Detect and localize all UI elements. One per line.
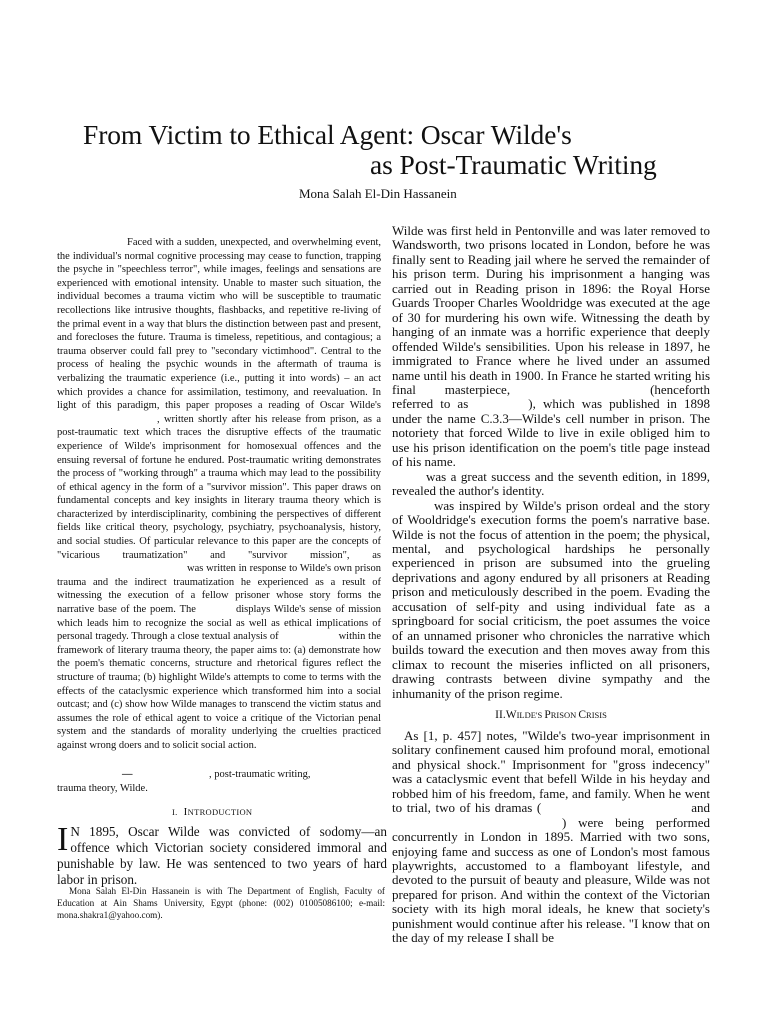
introduction-text: N 1895, Oscar Wilde was convicted of sodomy—an offence which Victorian society considered immoral and punishable by law. He was sentenced to two years of hard labor in prison. xyxy=(57,824,387,887)
abstract-part-2: , written shortly after his release from prison, as a post-traumatic text which traces the disruptive effects of the traumatic experience of Wilde's imprisonment for homosexual offences and the ensuing reversal of fortune he endured. Post-traumatic writing demonstrates the process of "working through" a trauma which may lead to the possibility of ethical agency in the form of a "survivor mission". This paper draws on fundamental concepts and key insights in literary trauma theory which is characterized by interdisciplinarity, combining the perspectives of different fields like critical theory, psychology, psychiatry, psychoanalysis, history, and social studies. Of particular relevance to this paper are the concepts of "vicarious traumatization" and "survivor mission", as xyxy=(57,413,381,561)
index-terms-dash: — xyxy=(122,769,133,780)
title-line-1: From Victim to Ethical Agent: Oscar Wilde's xyxy=(83,119,572,150)
introduction-paragraph xyxy=(57,821,387,888)
section-heading-prison-crisis: II.WILDE'S PRISON CRISIS xyxy=(495,708,607,721)
author-name: Mona Salah El-Din Hassanein xyxy=(299,186,457,201)
abstract-text xyxy=(57,236,381,753)
index-terms xyxy=(57,768,381,795)
index-terms-line-2: trauma theory, Wilde. xyxy=(57,782,148,794)
right-paragraph-1: Wilde was first held in Pentonville and was later removed to Wandsworth, two prisons located in London, before he was finally sent to Reading jail where he served the remainder of his prison term. During his imprisonment a hanging was carried out in Reading prison in 1896: the Royal Horse Guards Trooper Charles Wooldridge was executed at the age of 30 for murdering his own wife. Witnessing the death by hanging of an inmate was a horrific experience that deeply offended Wilde's sensibilities. Upon his release in 1897, he immigrated to France where he lived under an assumed name until his death in 1900. In France he started writing his final masterpiece, (henceforth referred to as ), which was published in 1898 under the name C.3.3—Wilde's cell number in prison. The notoriety that forced Wilde to live in exile obliged him to use his prison identification on the poem's title page instead of his name. xyxy=(392,223,710,470)
author-footnote: Mona Salah El-Din Hassanein is with The Department of English, Faculty of Education at Ain Shams University, Egypt (phone: (002) 01005086100; e-mail: mona.shakra1@yahoo.com). xyxy=(57,886,385,920)
abstract-part-3: was written in response to Wilde's own prison trauma and the indirect traumatization he experienced as a result of witnessing the execution of a fellow prisoner whose story forms the narrative base of the poem. The xyxy=(57,563,381,616)
index-terms-tail: , post-traumatic writing, xyxy=(209,769,311,780)
abstract-part-5: within the framework of literary trauma theory, the paper aims to: (a) demonstrate how the poem's thematic concerns, structure and rhetorical figures reflect the structure of trauma; (b) highlight Wilde's attempts to come to terms with the effects of the cataclysmic experience which transformed him into a social outcast; and (c) show how Wilde manages to transcend the victim status and assumes the role of ethical agent to voice a critique of the Victorian penal system and the standards of morality underlying the cruelties practiced against wrong doers and to solicit social action. xyxy=(57,631,381,751)
drop-cap: I xyxy=(57,821,69,858)
section-heading-introduction: I. INTRODUCTION xyxy=(172,806,253,818)
abstract-part-1: Faced with a sudden, unexpected, and overwhelming event, the individual's normal cognitive processing may cease to function, trapping the psyche in "speechless terror", while images, feelings and sensations are experienced with emotional intensity. Unable to master such situation, the individual becomes a trauma victim who will be susceptible to traumatic recollections like intrusive thoughts, flashbacks, and repetitive re-living of the primal event in a way that blurs the distinction between past and present, and forecloses the future. Trauma is timeless, repetitious, and contagious; a trauma observer could fall prey to "secondary victimhood". Central to the process of healing the psychic wounds in the aftermath of trauma is verbalizing the traumatic experience (i.e., putting it into words) – an act which provides a chance for assimilation, testimony, and reevaluation. In light of this paradigm, this paper proposes a reading of Oscar Wilde's xyxy=(57,237,381,412)
right-column xyxy=(392,224,710,946)
abstract xyxy=(57,236,381,753)
title-line-2: as Post-Traumatic Writing xyxy=(370,149,657,180)
right-paragraph-2: was a great success and the seventh edition, in 1899, revealed the author's identity. xyxy=(392,468,710,499)
abstract-part-4: displays Wilde's sense of mission which leads him to recognize the social as well as ethical implications of personal tragedy. Through a close textual analysis of xyxy=(57,604,381,643)
right-paragraph-4: As [1, p. 457] notes, "Wilde's two-year imprisonment in solitary confinement caused him profound moral, emotional and physical shock." Imprisonment for "gross indecency" was a cataclysmic event that befell Wilde in his heyday and robbed him of his freedom, fame, and family. When he went to trial, two of his dramas ( and) were being performed concurrently in London in 1895. Married with two sons, enjoying fame and success as one of London's most famous playwrights, accustomed to a flamboyant lifestyle, and devoted to the pursuit of beauty and pleasure, Wilde was not prepared for prison. And within the context of the Victorian society with its high moral ideals, he knew that society's punishment would continue after his release. "I know that on the day of my release I shall be xyxy=(392,727,710,946)
right-paragraph-3: was inspired by Wilde's prison ordeal and the story of Wooldridge's execution forms the poem's narrative base. Wilde is not the focus of attention in the poem; the physical, mental, and psychological hardships he personally experienced in prison are subsumed into the grueling deprivations and agony endured by all prisoners at Reading prison and meticulously described in the poem. Evading the accusation of self-pity and using individual fate as a springboard for social criticism, the poet assumes the voice of an unnamed prisoner who chronicles the narrative which builds toward the execution and then moves away from this climax to recount the miseries inflicted on all prisoners, drawing contrasts between divine sympathy and the inhumanity of the prison regime. xyxy=(392,497,710,701)
